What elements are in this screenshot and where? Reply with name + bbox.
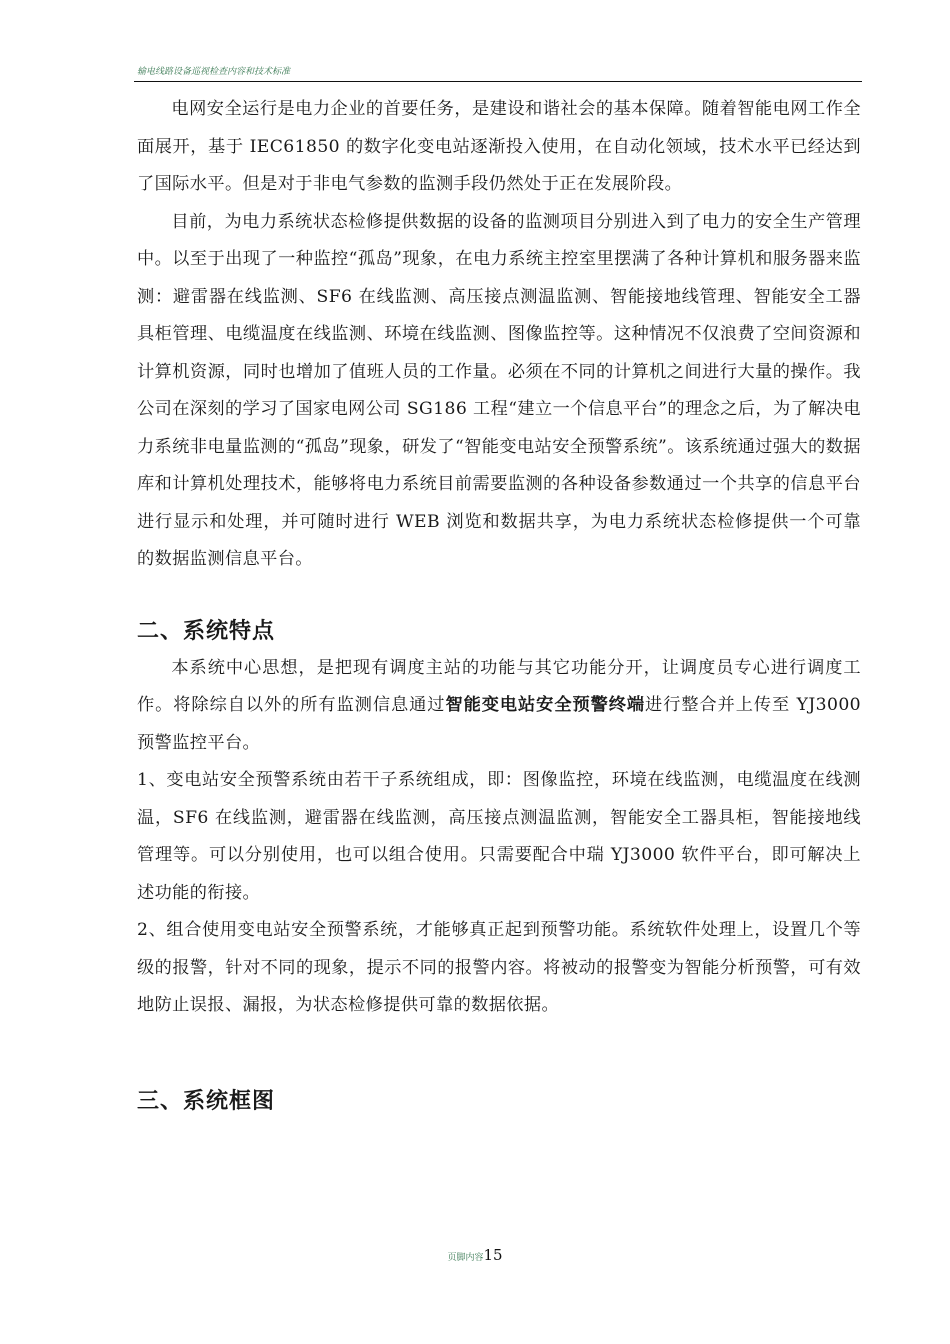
paragraph-intro: 电网安全运行是电力企业的首要任务，是建设和谐社会的基本保障。随着智能电网工作全面展开，基于 IEC61850 的数字化变电站逐渐投入使用，在自动化领域，技术水平已经达到了国际水平。但是对于非电气参数的监测手段仍然处于正在发展阶段。 [137,99,861,194]
page-number: 15 [483,1246,503,1264]
feature-item-2: 2、组合使用变电站安全预警系统，才能够真正起到预警功能。系统软件处理上，设置几个等级的报警，针对不同的现象，提示不同的报警内容。将被动的报警变为智能分析预警，可有效地防止误报、漏报，为状态检修提供可靠的数据依据。 [137,920,861,1015]
section-heading-features: 二、系统特点 [137,618,276,644]
page-footer [0,1245,950,1268]
section-heading-diagram: 三、系统框图 [137,1088,276,1114]
paragraph-background: 目前，为电力系统状态检修提供数据的设备的监测项目分别进入到了电力的安全生产管理中。以至于出现了一种监控“孤岛”现象，在电力系统主控室里摆满了各种计算机和服务器来监测：避雷器在线监测、SF6 在线监测、高压接点测温监测、智能接地线管理、智能安全工器具柜管理、电缆温度在线监测、环境在线监测、图像监控等。这种情况不仅浪费了空间资源和计算机资源，同时也增加了值班人员的工作量。必须在不同的计算机之间进行大量的操作。我公司在深刻的学习了国家电网公司 SG186 工程“建立一个信息平台”的理念之后，为了解决电力系统非电量监测的“孤岛”现象，研发了“智能变电站安全预警系统”。该系统通过强大的数据库和计算机处理技术，能够将电力系统目前需要监测的各种设备参数通过一个共享的信息平台进行显示和处理，并可随时进行 WEB 浏览和数据共享，为电力系统状态检修提供一个可靠的数据监测信息平台。 [137,211,861,569]
running-header: 输电线路设备巡视检查内容和技术标准 [137,67,291,77]
feature-item-1: 1、变电站安全预警系统由若干子系统组成，即：图像监控，环境在线监测，电缆温度在线测温，SF6 在线监测，避雷器在线监测，高压接点测温监测，智能安全工器具柜，智能接地线管理等。可以分别使用，也可以组合使用。只需要配合中瑞 YJ3000 软件平台，即可解决上述功能的衔接。 [137,770,861,903]
paragraph-core-idea [137,650,861,763]
footer-label: 页脚内容 [447,1253,484,1263]
page-body [137,91,861,1117]
core-idea-text-1: 本系统中心思想，是把现有调度主站的功能与其它功能分开，让调度员专心进行调度工作。将除综自以外的所有监测信息通过 [137,657,861,715]
core-idea-emphasis: 智能变电站安全预警终端 [445,695,646,715]
core-idea-text-2: 进行整合并上传至 YJ3000 预警监控平台。 [137,695,861,753]
header-rule [134,81,862,82]
